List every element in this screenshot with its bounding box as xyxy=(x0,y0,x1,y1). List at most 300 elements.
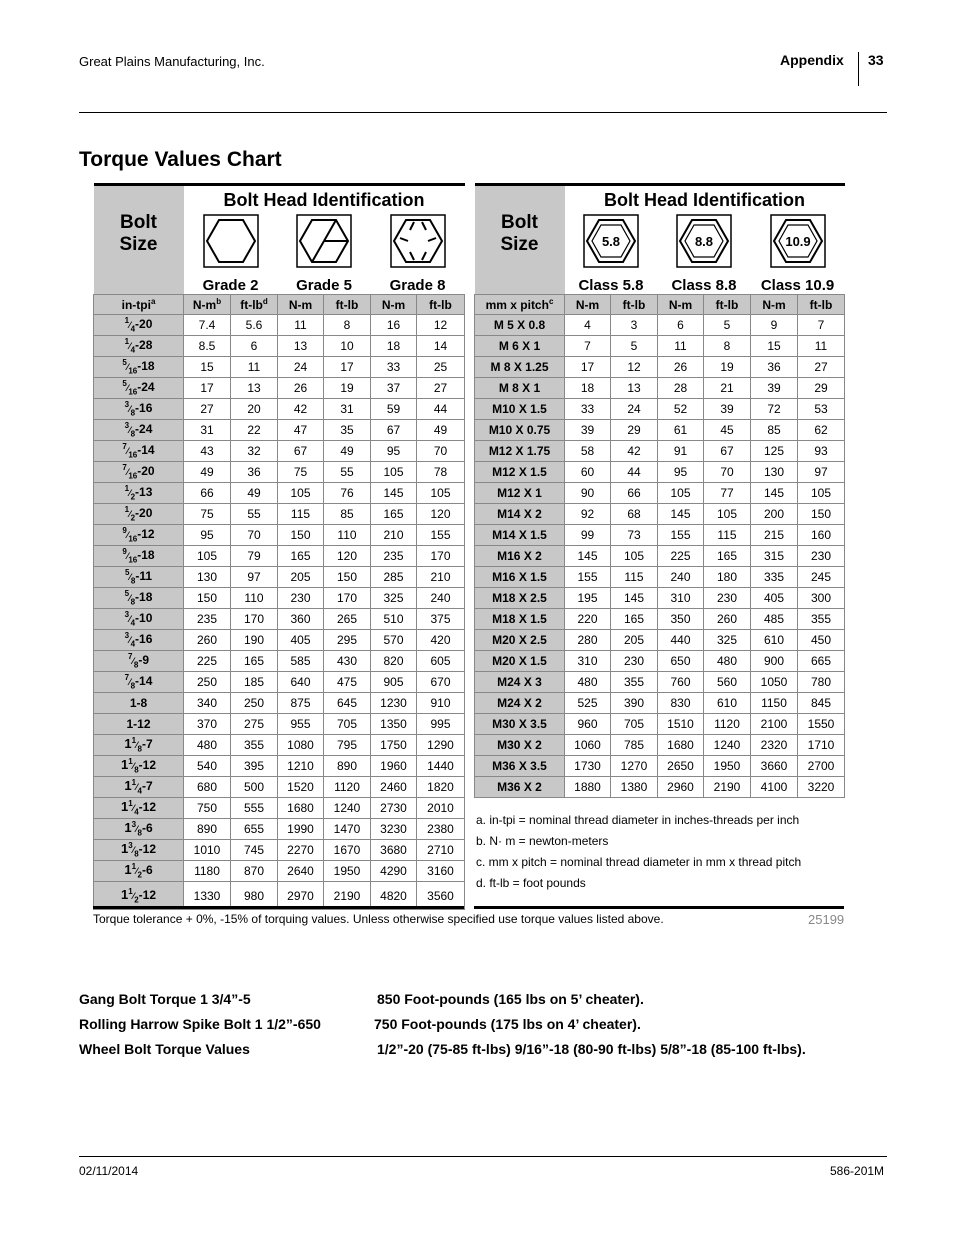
torque-value-cell: 70 xyxy=(704,462,751,483)
bolt-size-cell xyxy=(94,462,184,483)
bolt-size-cell xyxy=(94,735,184,756)
torque-value-cell: 645 xyxy=(324,693,371,714)
bolt-size-fraction: $^1⁄_4-20$ xyxy=(124,316,153,334)
table-row xyxy=(94,483,465,504)
table-row xyxy=(475,504,845,525)
torque-value-cell: 300 xyxy=(798,588,845,609)
torque-value-cell: 640 xyxy=(278,672,324,693)
table-row xyxy=(475,462,845,483)
torque-value-cell: 560 xyxy=(704,672,751,693)
torque-value-cell: 66 xyxy=(611,483,658,504)
bolt-size-fraction: $^3⁄_4-16$ xyxy=(124,631,153,649)
torque-value-cell: 6 xyxy=(658,315,704,336)
torque-value-cell: 11 xyxy=(798,336,845,357)
torque-value-cell: 795 xyxy=(324,735,371,756)
bolt-size-cell: M12 X 1.5 xyxy=(475,462,565,483)
bolt-size-cell xyxy=(94,756,184,777)
torque-value-cell: 265 xyxy=(324,609,371,630)
torque-value-cell: 1350 xyxy=(371,714,417,735)
torque-value-cell: 47 xyxy=(278,420,324,441)
torque-value-cell: 2320 xyxy=(751,735,798,756)
torque-value-cell: 58 xyxy=(565,441,611,462)
torque-value-cell: 250 xyxy=(231,693,278,714)
torque-value-cell: 750 xyxy=(184,798,231,819)
torque-value-cell: 650 xyxy=(658,651,704,672)
torque-value-cell: 39 xyxy=(704,399,751,420)
table-row xyxy=(475,777,845,798)
torque-value-cell: 59 xyxy=(371,399,417,420)
torque-value-cell: 2190 xyxy=(324,882,371,910)
bolt-size-cell: M 6 X 1 xyxy=(475,336,565,357)
bolt-size-cell: M24 X 2 xyxy=(475,693,565,714)
torque-value-cell: 245 xyxy=(798,567,845,588)
torque-value-cell: 220 xyxy=(565,609,611,630)
torque-value-cell: 540 xyxy=(184,756,231,777)
torque-value-cell: 32 xyxy=(231,441,278,462)
bolt-size-cell: M18 X 1.5 xyxy=(475,609,565,630)
torque-value-cell: 15 xyxy=(751,336,798,357)
torque-value-cell: 1470 xyxy=(324,819,371,840)
torque-value-cell: 2270 xyxy=(278,840,324,861)
torque-value-cell: 2460 xyxy=(371,777,417,798)
torque-value-cell: 430 xyxy=(324,651,371,672)
bolt-size-cell: M20 X 2.5 xyxy=(475,630,565,651)
torque-value-cell: 395 xyxy=(231,756,278,777)
bolt-size-fraction: $^5⁄_{16}-18$ xyxy=(122,358,155,376)
torque-value-cell: 355 xyxy=(231,735,278,756)
torque-value-cell: 1290 xyxy=(417,735,465,756)
torque-value-cell: 150 xyxy=(798,504,845,525)
torque-value-cell: 165 xyxy=(704,546,751,567)
torque-value-cell: 325 xyxy=(371,588,417,609)
torque-value-cell: 66 xyxy=(184,483,231,504)
torque-value-cell: 36 xyxy=(751,357,798,378)
torque-value-cell: 705 xyxy=(324,714,371,735)
header-separator xyxy=(858,52,859,86)
bolt-size-fraction: $^3⁄_4-10$ xyxy=(124,610,153,628)
torque-value-cell: 670 xyxy=(417,672,465,693)
torque-value-cell: 120 xyxy=(417,504,465,525)
torque-value-cell: 44 xyxy=(417,399,465,420)
torque-value-cell: 18 xyxy=(371,336,417,357)
torque-value-cell: 7 xyxy=(798,315,845,336)
bolt-size-cell: M36 X 3.5 xyxy=(475,756,565,777)
torque-value-cell: 610 xyxy=(751,630,798,651)
torque-value-cell: 570 xyxy=(371,630,417,651)
bolt-size-cell: M14 X 2 xyxy=(475,504,565,525)
torque-value-cell: 4 xyxy=(565,315,611,336)
torque-value-cell: 15 xyxy=(184,357,231,378)
torque-value-cell: 49 xyxy=(417,420,465,441)
table-row xyxy=(94,672,465,693)
bolt-size-cell xyxy=(94,399,184,420)
torque-value-cell: 3 xyxy=(611,315,658,336)
torque-value-cell: 5 xyxy=(611,336,658,357)
bolt-size-header: Bolt Size xyxy=(94,185,184,295)
bolt-size-cell xyxy=(94,798,184,819)
bolt-size-fraction: $^1⁄_2-13$ xyxy=(124,484,153,502)
torque-value-cell: 12 xyxy=(417,315,465,336)
torque-value-cell: 2710 xyxy=(417,840,465,861)
torque-value-cell: 4820 xyxy=(371,882,417,910)
torque-value-cell: 1230 xyxy=(371,693,417,714)
bolt-size-fraction: $1^1⁄_4-12$ xyxy=(121,799,156,817)
torque-value-cell: 39 xyxy=(751,378,798,399)
svg-text:8.8: 8.8 xyxy=(694,234,714,249)
table-row xyxy=(475,693,845,714)
torque-value-cell: 67 xyxy=(278,441,324,462)
torque-value-cell: 24 xyxy=(278,357,324,378)
page-title: Torque Values Chart xyxy=(79,148,282,171)
torque-value-cell: 95 xyxy=(371,441,417,462)
table-row xyxy=(94,819,465,840)
bolt-size-fraction: $1^1⁄_2-12$ xyxy=(121,886,156,905)
table-row xyxy=(475,672,845,693)
table-bottom-rule xyxy=(474,906,844,909)
table-row xyxy=(94,546,465,567)
torque-value-cell: 10 xyxy=(324,336,371,357)
ftlb-header: ft-lb xyxy=(704,295,751,315)
torque-value-cell: 76 xyxy=(324,483,371,504)
table-row xyxy=(94,735,465,756)
table-row xyxy=(475,420,845,441)
torque-value-cell: 53 xyxy=(798,399,845,420)
torque-value-cell: 97 xyxy=(231,567,278,588)
torque-value-cell: 26 xyxy=(278,378,324,399)
torque-value-cell: 155 xyxy=(417,525,465,546)
torque-value-cell: 72 xyxy=(751,399,798,420)
torque-value-cell: 4290 xyxy=(371,861,417,882)
table-row xyxy=(94,693,465,714)
torque-value-cell: 7.4 xyxy=(184,315,231,336)
bolt-size-cell xyxy=(94,609,184,630)
bolt-size-cell xyxy=(94,651,184,672)
torque-value-cell: 870 xyxy=(231,861,278,882)
table-row xyxy=(475,483,845,504)
torque-value-cell: 33 xyxy=(371,357,417,378)
torque-value-cell: 12 xyxy=(611,357,658,378)
bolt-size-cell xyxy=(94,504,184,525)
nm-header: $N-m^b$ xyxy=(184,295,231,315)
torque-value-cell: 45 xyxy=(704,420,751,441)
torque-value-cell: 105 xyxy=(611,546,658,567)
torque-value-cell: 225 xyxy=(658,546,704,567)
torque-value-cell: 91 xyxy=(658,441,704,462)
torque-value-cell: 31 xyxy=(324,399,371,420)
footnote-d: d. ft-lb = foot pounds xyxy=(476,876,586,890)
bolt-size-cell xyxy=(94,588,184,609)
torque-value-cell: 1240 xyxy=(324,798,371,819)
page-number: 33 xyxy=(868,52,884,68)
torque-value-cell: 250 xyxy=(184,672,231,693)
bolt-size-fraction: $^9⁄_{16}-12$ xyxy=(122,526,155,544)
bolt-size-fraction: $^5⁄_8-18$ xyxy=(124,589,153,607)
torque-value-cell: 1240 xyxy=(704,735,751,756)
torque-value-cell: 165 xyxy=(278,546,324,567)
footnote-b: b. N· m = newton-meters xyxy=(476,834,609,848)
torque-value-cell: 1120 xyxy=(704,714,751,735)
torque-value-cell: 260 xyxy=(704,609,751,630)
table-row xyxy=(94,714,465,735)
torque-value-cell: 905 xyxy=(371,672,417,693)
bolt-size-cell xyxy=(94,420,184,441)
table-row xyxy=(94,315,465,336)
torque-value-cell: 350 xyxy=(658,609,704,630)
torque-value-cell: 355 xyxy=(798,609,845,630)
torque-value-cell: 170 xyxy=(417,546,465,567)
torque-value-cell: 360 xyxy=(278,609,324,630)
torque-value-cell: 105 xyxy=(704,504,751,525)
bolt-size-cell xyxy=(94,525,184,546)
torque-value-cell: 705 xyxy=(611,714,658,735)
table-row xyxy=(475,588,845,609)
torque-value-cell: 2730 xyxy=(371,798,417,819)
torque-value-cell: 11 xyxy=(231,357,278,378)
torque-value-cell: 85 xyxy=(751,420,798,441)
torque-value-cell: 105 xyxy=(798,483,845,504)
bolt-size-cell: M24 X 3 xyxy=(475,672,565,693)
bolt-size-cell: M12 X 1.75 xyxy=(475,441,565,462)
torque-value-cell: 230 xyxy=(611,651,658,672)
torque-value-cell: 1060 xyxy=(565,735,611,756)
torque-value-cell: 55 xyxy=(324,462,371,483)
torque-value-cell: 52 xyxy=(658,399,704,420)
bolt-size-cell: M 8 X 1 xyxy=(475,378,565,399)
torque-value-cell: 1820 xyxy=(417,777,465,798)
torque-value-cell: 130 xyxy=(751,462,798,483)
torque-value-cell: 475 xyxy=(324,672,371,693)
torque-value-cell: 335 xyxy=(751,567,798,588)
inch-torque-table xyxy=(93,183,465,910)
torque-value-cell: 185 xyxy=(231,672,278,693)
table-row xyxy=(94,336,465,357)
bolt-size-cell xyxy=(94,441,184,462)
torque-value-cell: 2650 xyxy=(658,756,704,777)
torque-value-cell: 3560 xyxy=(417,882,465,910)
special-bolt-value: 750 Foot-pounds (175 lbs on 4’ cheater). xyxy=(374,1016,641,1032)
torque-value-cell: 890 xyxy=(324,756,371,777)
torque-value-cell: 485 xyxy=(751,609,798,630)
torque-value-cell: 1670 xyxy=(324,840,371,861)
torque-value-cell: 31 xyxy=(184,420,231,441)
torque-value-cell: 90 xyxy=(565,483,611,504)
bolt-size-fraction: $^3⁄_8-24$ xyxy=(124,421,153,439)
torque-value-cell: 315 xyxy=(751,546,798,567)
table-row xyxy=(94,504,465,525)
torque-value-cell: 1080 xyxy=(278,735,324,756)
in-tpi-header: in-tpi$^a$ xyxy=(94,295,184,315)
torque-value-cell: 275 xyxy=(231,714,278,735)
torque-value-cell: 1050 xyxy=(751,672,798,693)
torque-value-cell: 62 xyxy=(798,420,845,441)
torque-value-cell: 79 xyxy=(231,546,278,567)
torque-value-cell: 2970 xyxy=(278,882,324,910)
bolt-size-cell xyxy=(94,630,184,651)
torque-value-cell: 115 xyxy=(611,567,658,588)
table-row xyxy=(475,336,845,357)
torque-value-cell: 130 xyxy=(184,567,231,588)
torque-value-cell: 145 xyxy=(751,483,798,504)
grade-2-hex-icon xyxy=(184,211,278,275)
torque-value-cell: 8.5 xyxy=(184,336,231,357)
torque-value-cell: 27 xyxy=(417,378,465,399)
class-5-8-label: Class 5.8 xyxy=(578,277,644,294)
torque-value-cell: 67 xyxy=(371,420,417,441)
torque-value-cell: 230 xyxy=(704,588,751,609)
torque-value-cell: 1150 xyxy=(751,693,798,714)
torque-value-cell: 11 xyxy=(658,336,704,357)
bolt-size-cell xyxy=(94,840,184,861)
nm-header: N-m xyxy=(751,295,798,315)
torque-value-cell: 19 xyxy=(704,357,751,378)
torque-value-cell: 150 xyxy=(324,567,371,588)
torque-value-cell: 585 xyxy=(278,651,324,672)
table-row xyxy=(475,756,845,777)
torque-value-cell: 2960 xyxy=(658,777,704,798)
table-row xyxy=(94,378,465,399)
mm-pitch-header: mm x pitch$^c$ xyxy=(475,295,565,315)
torque-value-cell: 93 xyxy=(798,441,845,462)
torque-value-cell: 29 xyxy=(798,378,845,399)
torque-value-cell: 165 xyxy=(611,609,658,630)
bolt-size-header: Bolt Size xyxy=(475,185,565,295)
bolt-size-cell xyxy=(94,777,184,798)
torque-value-cell: 890 xyxy=(184,819,231,840)
torque-value-cell: 780 xyxy=(798,672,845,693)
torque-value-cell: 1520 xyxy=(278,777,324,798)
table-row xyxy=(475,525,845,546)
torque-value-cell: 370 xyxy=(184,714,231,735)
torque-value-cell: 2380 xyxy=(417,819,465,840)
torque-value-cell: 900 xyxy=(751,651,798,672)
bolt-size-fraction: $1^1⁄_2-6$ xyxy=(124,862,153,880)
grade-8-label: Grade 8 xyxy=(389,277,446,294)
bolt-size-cell: M 8 X 1.25 xyxy=(475,357,565,378)
torque-value-cell: 280 xyxy=(565,630,611,651)
footer-date: 02/11/2014 xyxy=(79,1164,139,1178)
torque-value-cell: 1510 xyxy=(658,714,704,735)
torque-value-cell: 605 xyxy=(417,651,465,672)
torque-value-cell: 875 xyxy=(278,693,324,714)
torque-value-cell: 26 xyxy=(658,357,704,378)
table-row xyxy=(475,378,845,399)
bolt-size-fraction: $^7⁄_{16}-20$ xyxy=(122,463,155,481)
torque-value-cell: 61 xyxy=(658,420,704,441)
torque-value-cell: 44 xyxy=(611,462,658,483)
torque-value-cell: 390 xyxy=(611,693,658,714)
torque-value-cell: 95 xyxy=(658,462,704,483)
torque-value-cell: 995 xyxy=(417,714,465,735)
torque-value-cell: 845 xyxy=(798,693,845,714)
torque-value-cell: 205 xyxy=(611,630,658,651)
torque-value-cell: 28 xyxy=(658,378,704,399)
torque-value-cell: 17 xyxy=(184,378,231,399)
torque-value-cell: 1950 xyxy=(324,861,371,882)
bolt-size-fraction: $^9⁄_{16}-18$ xyxy=(122,547,155,565)
bolt-size-cell: M16 X 1.5 xyxy=(475,567,565,588)
table-row xyxy=(94,462,465,483)
torque-value-cell: 200 xyxy=(751,504,798,525)
table-row xyxy=(94,357,465,378)
bolt-size-fraction: $^1⁄_2-20$ xyxy=(124,505,153,523)
table-row xyxy=(94,399,465,420)
table-row xyxy=(94,861,465,882)
bolt-size-fraction: $1^3⁄_8-12$ xyxy=(121,841,156,859)
torque-value-cell: 42 xyxy=(611,441,658,462)
class-10-9-hex-icon xyxy=(751,211,845,275)
torque-value-cell: 5 xyxy=(704,315,751,336)
table-row xyxy=(475,546,845,567)
bolt-size-fraction: $^7⁄_8-14$ xyxy=(124,673,153,691)
table-row xyxy=(94,588,465,609)
bolt-size-cell: M18 X 2.5 xyxy=(475,588,565,609)
special-bolt-label: Rolling Harrow Spike Bolt 1 1/2”-650 xyxy=(79,1016,321,1032)
torque-value-cell: 555 xyxy=(231,798,278,819)
torque-value-cell: 155 xyxy=(658,525,704,546)
svg-text:10.9: 10.9 xyxy=(784,234,811,249)
table-row xyxy=(94,798,465,819)
bolt-size-fraction: $1^1⁄_8-12$ xyxy=(121,757,156,775)
torque-value-cell: 145 xyxy=(371,483,417,504)
torque-value-cell: 145 xyxy=(611,588,658,609)
torque-value-cell: 75 xyxy=(184,504,231,525)
torque-value-cell: 70 xyxy=(417,441,465,462)
torque-value-cell: 92 xyxy=(565,504,611,525)
torque-value-cell: 27 xyxy=(184,399,231,420)
torque-value-cell: 310 xyxy=(565,651,611,672)
torque-value-cell: 1730 xyxy=(565,756,611,777)
torque-value-cell: 145 xyxy=(658,504,704,525)
table-row xyxy=(94,777,465,798)
torque-value-cell: 375 xyxy=(417,609,465,630)
torque-value-cell: 355 xyxy=(611,672,658,693)
torque-value-cell: 420 xyxy=(417,630,465,651)
torque-value-cell: 115 xyxy=(278,504,324,525)
bolt-size-cell: M10 X 0.75 xyxy=(475,420,565,441)
torque-value-cell: 35 xyxy=(324,420,371,441)
nm-header: N-m xyxy=(565,295,611,315)
torque-value-cell: 1180 xyxy=(184,861,231,882)
class-5-8-hex-icon xyxy=(565,211,658,275)
torque-value-cell: 195 xyxy=(565,588,611,609)
torque-value-cell: 225 xyxy=(184,651,231,672)
torque-value-cell: 610 xyxy=(704,693,751,714)
footer-rule xyxy=(79,1156,887,1157)
bolt-size-cell: M12 X 1 xyxy=(475,483,565,504)
torque-value-cell: 180 xyxy=(704,567,751,588)
table-row xyxy=(475,357,845,378)
torque-value-cell: 480 xyxy=(184,735,231,756)
torque-value-cell: 210 xyxy=(417,567,465,588)
torque-value-cell: 980 xyxy=(231,882,278,910)
torque-value-cell: 6 xyxy=(231,336,278,357)
torque-value-cell: 13 xyxy=(231,378,278,399)
ftlb-header: ft-lb xyxy=(798,295,845,315)
torque-value-cell: 1680 xyxy=(278,798,324,819)
torque-value-cell: 190 xyxy=(231,630,278,651)
torque-value-cell: 405 xyxy=(751,588,798,609)
grade-2-label: Grade 2 xyxy=(202,277,259,294)
class-8-8-label: Class 8.8 xyxy=(671,277,737,294)
torque-value-cell: 310 xyxy=(658,588,704,609)
torque-value-cell: 105 xyxy=(658,483,704,504)
torque-value-cell: 2100 xyxy=(751,714,798,735)
torque-value-cell: 1680 xyxy=(658,735,704,756)
torque-value-cell: 11 xyxy=(278,315,324,336)
torque-value-cell: 43 xyxy=(184,441,231,462)
torque-value-cell: 1990 xyxy=(278,819,324,840)
torque-value-cell: 115 xyxy=(704,525,751,546)
